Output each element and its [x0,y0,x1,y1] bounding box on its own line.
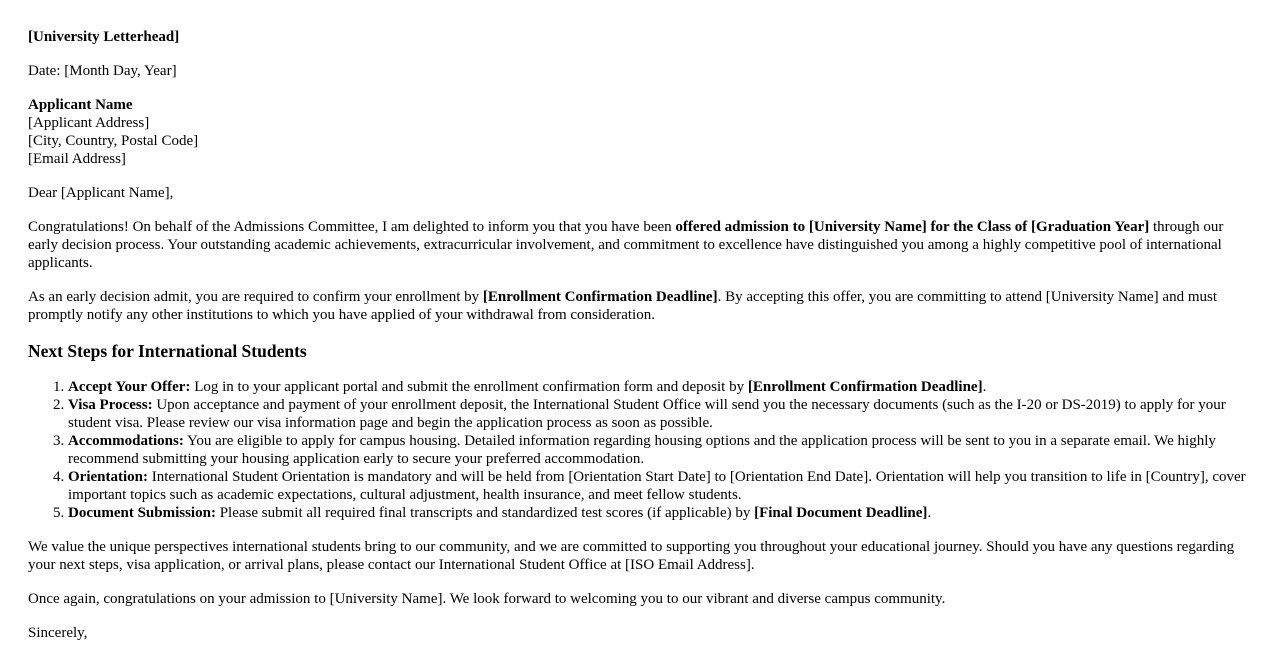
step-bold-end: [Final Document Deadline] [754,505,928,521]
step-text: International Student Orientation is mandatory and will be held from [Orientation Start Date] to [Orientation End Date]. Orientation will help you transition to life in [Country], cover important topics such as academic expectations, cultural adjustment, health insurance, and meet fellow students. [68,469,1246,503]
step-text: You are eligible to apply for campus housing. Detailed information regarding housing options and the application process will be sent to you in a separate email. We highly recommend submitting your housing application early to secure your preferred accommodation. [68,433,1216,467]
letterhead: [University Letterhead] [28,29,180,45]
step-title: Document Submission: [68,505,216,521]
next-steps-heading: Next Steps for International Students [28,341,307,361]
paragraph-text: . By accepting this offer, you are committing to attend [University Name] and must promptly notify any other institutions to which you have applied of your withdrawal from consideration. [28,289,1218,323]
applicant-street: [Applicant Address] [28,115,150,131]
paragraph-text: Congratulations! On behalf of the Admissions Committee, I am delighted to inform you that you have been [28,219,676,235]
date-line: Date: [Month Day, Year] [28,63,177,79]
step-title: Visa Process: [68,397,153,413]
applicant-address-block [28,96,1252,168]
letter-document [28,28,1252,658]
salutation: Dear [Applicant Name], [28,185,174,201]
step-bold-end: [Enrollment Confirmation Deadline] [747,379,983,395]
step-text: Log in to your applicant portal and submit the enrollment confirmation form and deposit by [190,379,748,395]
step-text: Please submit all required final transcripts and standardized test scores (if applicable) by [215,505,755,521]
paragraph-bold-text: offered admission to [University Name] for the Class of [Graduation Year] [675,219,1150,235]
paragraph-support: We value the unique perspectives international students bring to our community, and we are committed to supporting you throughout your educational journey. Should you have any questions regarding your next steps, visa application, or arrival plans, please contact our International Student Office at [ISO Email Address]. [28,539,1235,573]
paragraph-early-decision [28,288,1252,324]
step-end: . [927,505,932,521]
list-item [68,396,1252,432]
paragraph-bold-text: [Enrollment Confirmation Deadline] [482,289,718,305]
list-item [68,468,1252,504]
paragraph-admission-offer [28,218,1252,272]
paragraph-text: As an early decision admit, you are required to confirm your enrollment by [28,289,483,305]
step-end: . [982,379,987,395]
step-title: Accommodations: [68,433,184,449]
closing: Sincerely, [28,625,88,641]
paragraph-text: through our early decision process. Your outstanding academic achievements, extracurricular involvement, and commitment to excellence have distinguished you among a highly competitive pool of international applicants. [28,219,1224,271]
applicant-email: [Email Address] [28,151,126,167]
step-title: Orientation: [68,469,148,485]
step-title: Accept Your Offer: [68,379,191,395]
paragraph-congratulations: Once again, congratulations on your admission to [University Name]. We look forward to welcoming you to our vibrant and diverse campus community. [28,591,946,607]
applicant-name: Applicant Name [28,97,133,113]
list-item [68,432,1252,468]
step-text: Upon acceptance and payment of your enrollment deposit, the International Student Office will send you the necessary documents (such as the I-20 or DS-2019) to apply for your student visa. Please review our visa information page and begin the application process as soon as possible. [68,397,1226,431]
next-steps-list [28,378,1252,522]
list-item [68,504,1252,522]
list-item [68,378,1252,396]
applicant-city: [City, Country, Postal Code] [28,133,199,149]
